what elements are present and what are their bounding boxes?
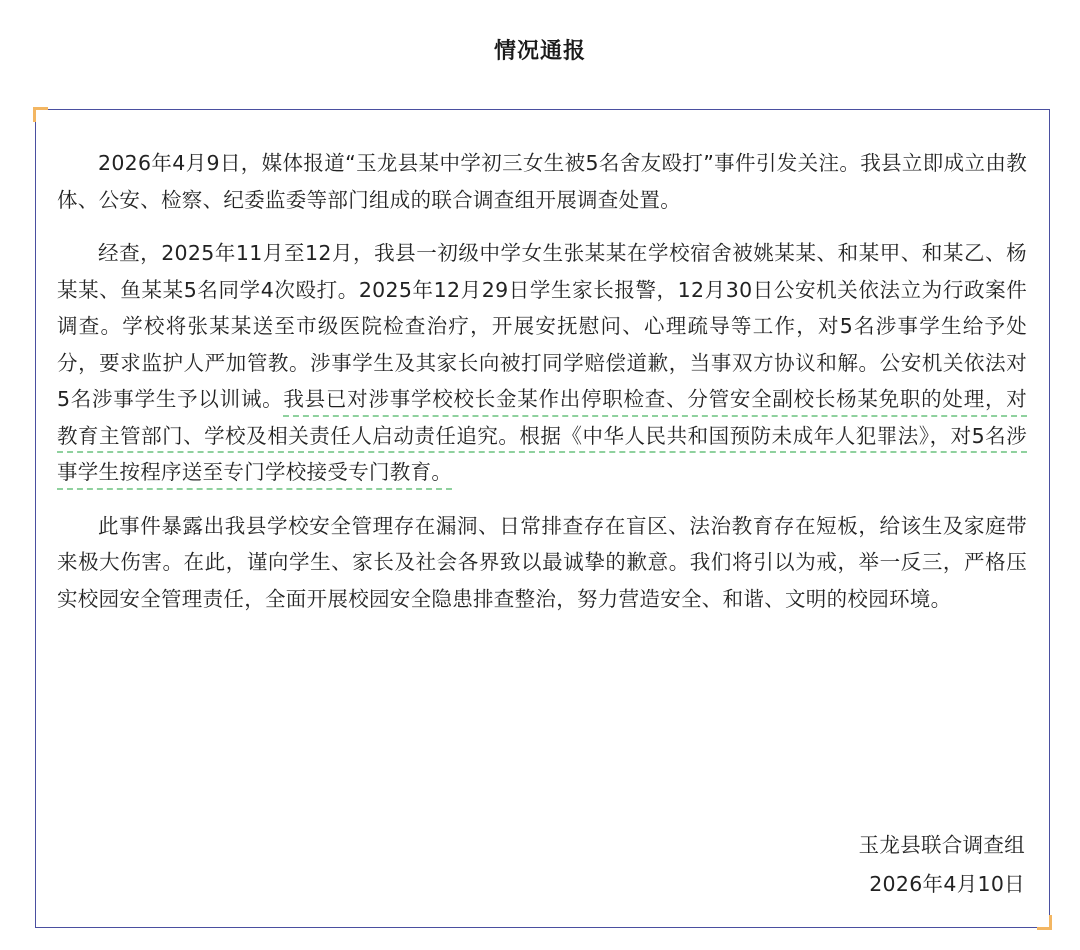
- signature-date: 2026年4月10日: [869, 872, 1025, 896]
- notice-title: 情况通报: [493, 39, 586, 64]
- findings-highlighted-text: 我县已对涉事学校校长金某作出停职检查、分管安全副校长杨某免职的处理，对教育主管部门、学校及相关责任人启动责任追究。根据《中华人民共和国预防未成年人犯罪法》，对5名涉事学生按程序送至专门学校接受专门教育。: [57, 387, 1028, 484]
- signature-block: [859, 826, 1025, 904]
- corner-accent-top-left: [33, 107, 48, 122]
- findings-text: 经查，2025年11月至12月，我县一初级中学女生张某某在学校宿舍被姚某某、和某甲、和某乙、杨某某、鱼某某5名同学4次殴打。2025年12月29日学生家长报警，12月30日公安机关依法立为行政案件调查。学校将张某某送至市级医院检查治疗，开展安抚慰问、心理疏导等工作，对5名涉事学生给予处分，要求监护人严加管教。涉事学生及其家长向被打同学赔偿道歉，当事双方协议和解。公安机关依法对5名涉事学生予以训诫。: [57, 241, 1027, 411]
- corner-accent-bottom-right: [1037, 915, 1052, 930]
- paragraph-apology: 此事件暴露出我县学校安全管理存在漏洞、日常排查存在盲区、法治教育存在短板，给该生及家庭带来极大伤害。在此，谨向学生、家长及社会各界致以最诚挚的歉意。我们将引以为戒，举一反三，严格压实校园安全管理责任，全面开展校园安全隐患排查整治，努力营造安全、和谐、文明的校园环境。: [57, 513, 1027, 611]
- paragraph-incident: 2026年4月9日，媒体报道“玉龙县某中学初三女生被5名舍友殴打”事件引发关注。我县立即成立由教体、公安、检察、纪委监委等部门组成的联合调查组开展调查处置。: [57, 151, 1027, 212]
- notice-body: [57, 145, 1027, 634]
- paragraph-findings: [57, 235, 1027, 491]
- signature-org: 玉龙县联合调查组: [858, 833, 1025, 857]
